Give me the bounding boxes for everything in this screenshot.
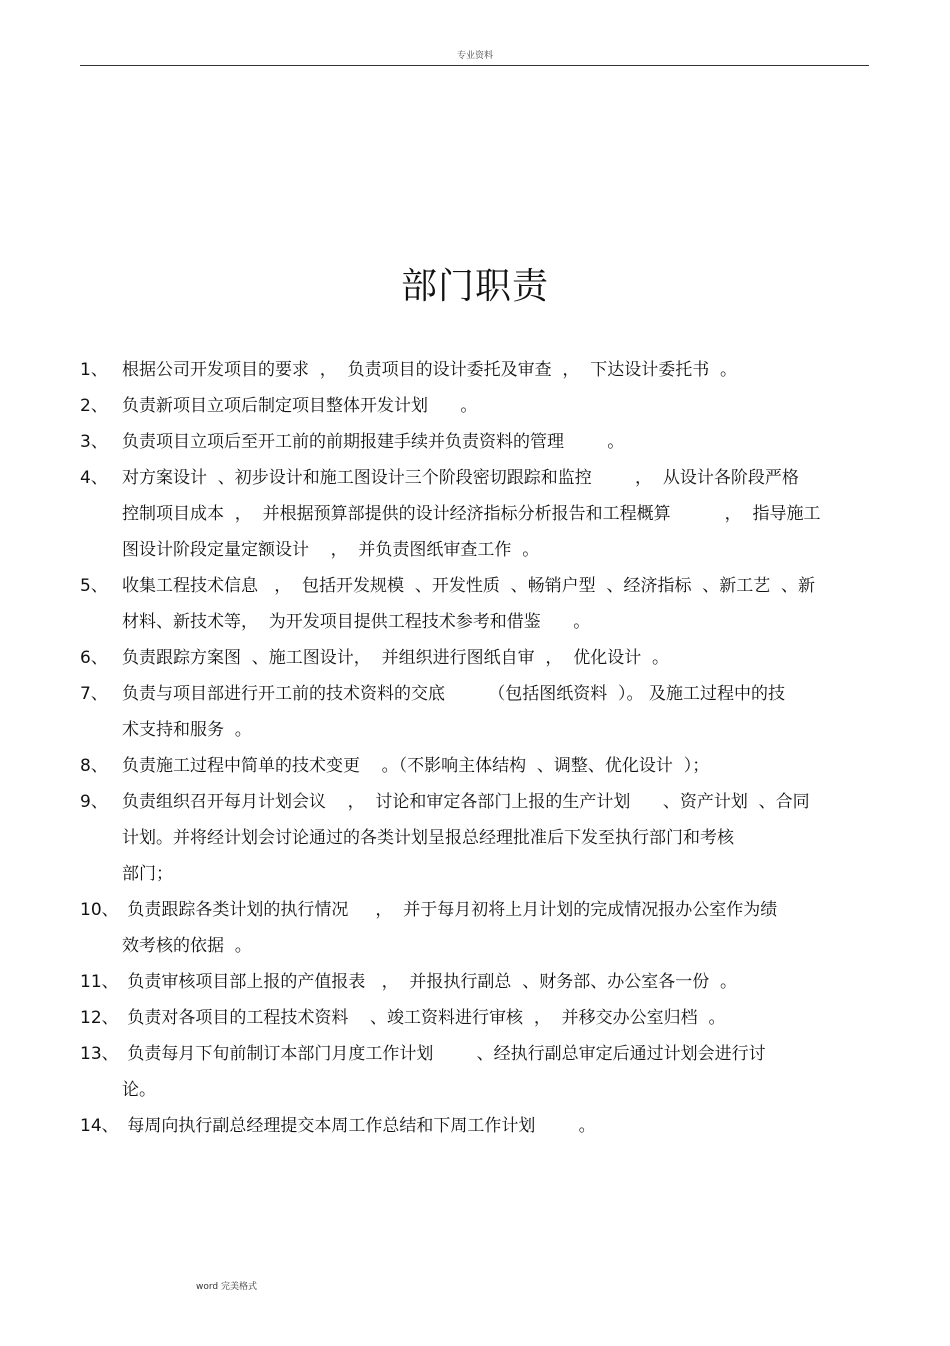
item-line: 负责跟踪各类计划的执行情况 ， 并于每月初将上月计划的完成情况报办公室作为绩 xyxy=(122,900,778,920)
list-item xyxy=(80,568,880,640)
list-item xyxy=(80,784,880,892)
item-line: 论。 xyxy=(122,1080,156,1100)
item-line: 负责施工过程中简单的技术变更 。（不影响主体结构 、调整、优化设计 ）； xyxy=(122,756,710,776)
item-text xyxy=(122,1108,880,1144)
item-text xyxy=(122,964,880,1000)
item-number: 9、 xyxy=(80,792,108,812)
item-line: 负责对各项目的工程技术资料 、竣工资料进行审核 ， 并移交办公室归档 。 xyxy=(122,1008,726,1028)
list-item xyxy=(80,640,880,676)
list-item xyxy=(80,1000,880,1036)
item-text xyxy=(122,424,880,460)
item-number: 7、 xyxy=(80,684,108,704)
item-line: 负责组织召开每月计划会议 ， 讨论和审定各部门上报的生产计划 、资产计划 、合同 xyxy=(122,792,810,812)
item-number: 10、 xyxy=(80,900,119,920)
duty-list xyxy=(80,352,880,1144)
item-text xyxy=(122,352,880,388)
item-line: 收集工程技术信息 ， 包括开发规模 、开发性质 、畅销户型 、经济指标 、新工艺 、新 xyxy=(122,576,816,596)
list-item xyxy=(80,892,880,964)
page-header: 专业资料 xyxy=(456,51,493,61)
item-text xyxy=(122,748,880,784)
item-line: 控制项目成本 ， 并根据预算部提供的设计经济指标分析报告和工程概算 ， 指导施工 xyxy=(122,504,821,524)
item-number: 6、 xyxy=(80,648,108,668)
item-line: 术支持和服务 。 xyxy=(122,720,252,740)
item-number: 12、 xyxy=(80,1008,119,1028)
list-item xyxy=(80,352,880,388)
item-line: 效考核的依据 。 xyxy=(122,936,252,956)
item-number: 13、 xyxy=(80,1044,119,1064)
list-item xyxy=(80,676,880,748)
item-line: 负责每月下旬前制订本部门月度工作计划 、经执行副总审定后通过计划会进行讨 xyxy=(122,1044,766,1064)
item-number: 1、 xyxy=(80,360,108,380)
item-line: 部门； xyxy=(122,864,173,884)
item-text xyxy=(122,784,880,892)
item-text xyxy=(122,460,880,568)
list-item xyxy=(80,1108,880,1144)
item-line: 对方案设计 、初步设计和施工图设计三个阶段密切跟踪和监控 ， 从设计各阶段严格 xyxy=(122,468,799,488)
item-number: 5、 xyxy=(80,576,108,596)
item-number: 3、 xyxy=(80,432,108,452)
item-line: 负责跟踪方案图 、施工图设计， 并组织进行图纸自审 ， 优化设计 。 xyxy=(122,648,670,668)
list-item xyxy=(80,1036,880,1108)
list-item xyxy=(80,748,880,784)
document-title: 部门职责 xyxy=(400,266,549,307)
item-line: 计划。并将经计划会讨论通过的各类计划呈报总经理批准后下发至执行部门和考核 xyxy=(122,828,734,848)
item-number: 11、 xyxy=(80,972,119,992)
item-text xyxy=(122,676,880,748)
item-line: 负责项目立项后至开工前的前期报建手续并负责资料的管理 。 xyxy=(122,432,625,452)
item-line: 每周向执行副总经理提交本周工作总结和下周工作计划 。 xyxy=(122,1116,596,1136)
item-number: 2、 xyxy=(80,396,108,416)
item-number: 8、 xyxy=(80,756,108,776)
item-number: 4、 xyxy=(80,468,108,488)
item-text xyxy=(122,892,880,964)
list-item xyxy=(80,964,880,1000)
list-item xyxy=(80,460,880,568)
item-text xyxy=(122,568,880,640)
item-line: 材料、新技术等， 为开发项目提供工程技术参考和借鉴 。 xyxy=(122,612,591,632)
list-item xyxy=(80,424,880,460)
header-divider xyxy=(80,65,869,66)
item-line: 图设计阶段定量定额设计 ， 并负责图纸审查工作 。 xyxy=(122,540,540,560)
item-line: 负责新项目立项后制定项目整体开发计划 。 xyxy=(122,396,478,416)
item-text xyxy=(122,640,880,676)
item-text xyxy=(122,388,880,424)
item-text xyxy=(122,1036,880,1108)
item-number: 14、 xyxy=(80,1116,119,1136)
page-footer: word 完美格式 xyxy=(196,1282,257,1292)
list-item xyxy=(80,388,880,424)
item-line: 根据公司开发项目的要求 ， 负责项目的设计委托及审查 ， 下达设计委托书 。 xyxy=(122,360,738,380)
item-text xyxy=(122,1000,880,1036)
item-line: 负责审核项目部上报的产值报表 ， 并报执行副总 、财务部、办公室各一份 。 xyxy=(122,972,738,992)
item-line: 负责与项目部进行开工前的技术资料的交底 （包括图纸资料 ）。 及施工过程中的技 xyxy=(122,684,785,704)
